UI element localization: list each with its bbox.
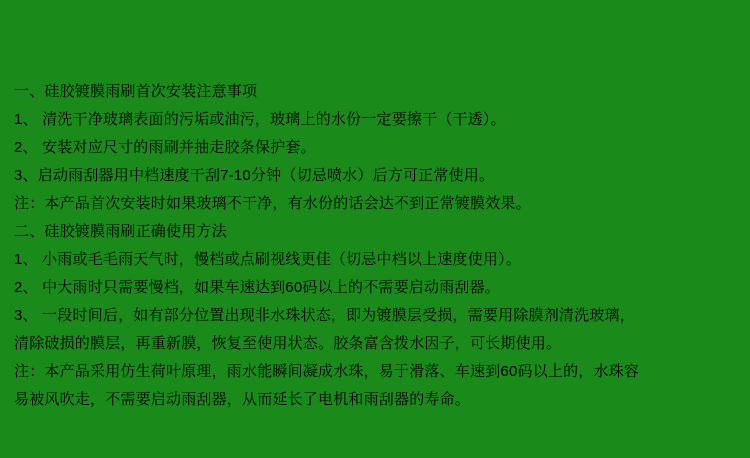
section-heading-usage: 二、硅胶镀膜雨刷正确使用方法	[14, 223, 227, 240]
document-content	[0, 78, 750, 414]
usage-step-2: 2、 中大雨时只需要慢档，如果车速达到60码以上的不需要启动雨刮器。	[14, 279, 500, 296]
usage-step-3-continued: 清除破损的膜层，再重新膜，恢复至使用状态。胶条富含拨水因子，可长期使用。	[14, 335, 562, 352]
usage-note-continued: 易被风吹走，不需要启动雨刮器，从而延长了电机和雨刮器的寿命。	[14, 391, 471, 408]
install-note: 注：本产品首次安装时如果玻璃不干净，有水份的话会达不到正常镀膜效果。	[14, 195, 531, 212]
usage-step-1: 1、 小雨或毛毛雨天气时，慢档或点刷视线更佳（切忌中档以上速度使用）。	[14, 251, 522, 268]
install-step-1: 1、 清洗干净玻璃表面的污垢或油污，玻璃上的水份一定要擦干（干透）。	[14, 111, 506, 128]
usage-note: 注：本产品采用仿生荷叶原理，雨水能瞬间凝成水珠，易于滑落、车速到60码以上的，水珠容	[14, 363, 640, 380]
usage-step-3: 3、 一段时间后，如有部分位置出现非水珠状态，即为镀膜层受损，需要用除膜剂清洗玻璃，	[14, 307, 635, 324]
section-heading-install: 一、硅胶镀膜雨刷首次安装注意事项	[14, 83, 258, 100]
install-step-2: 2、 安装对应尺寸的雨刷并抽走胶条保护套。	[14, 139, 316, 156]
install-step-3: 3、启动雨刮器用中档速度干刮7-10分钟（切忌喷水）后方可正常使用。	[14, 167, 495, 184]
